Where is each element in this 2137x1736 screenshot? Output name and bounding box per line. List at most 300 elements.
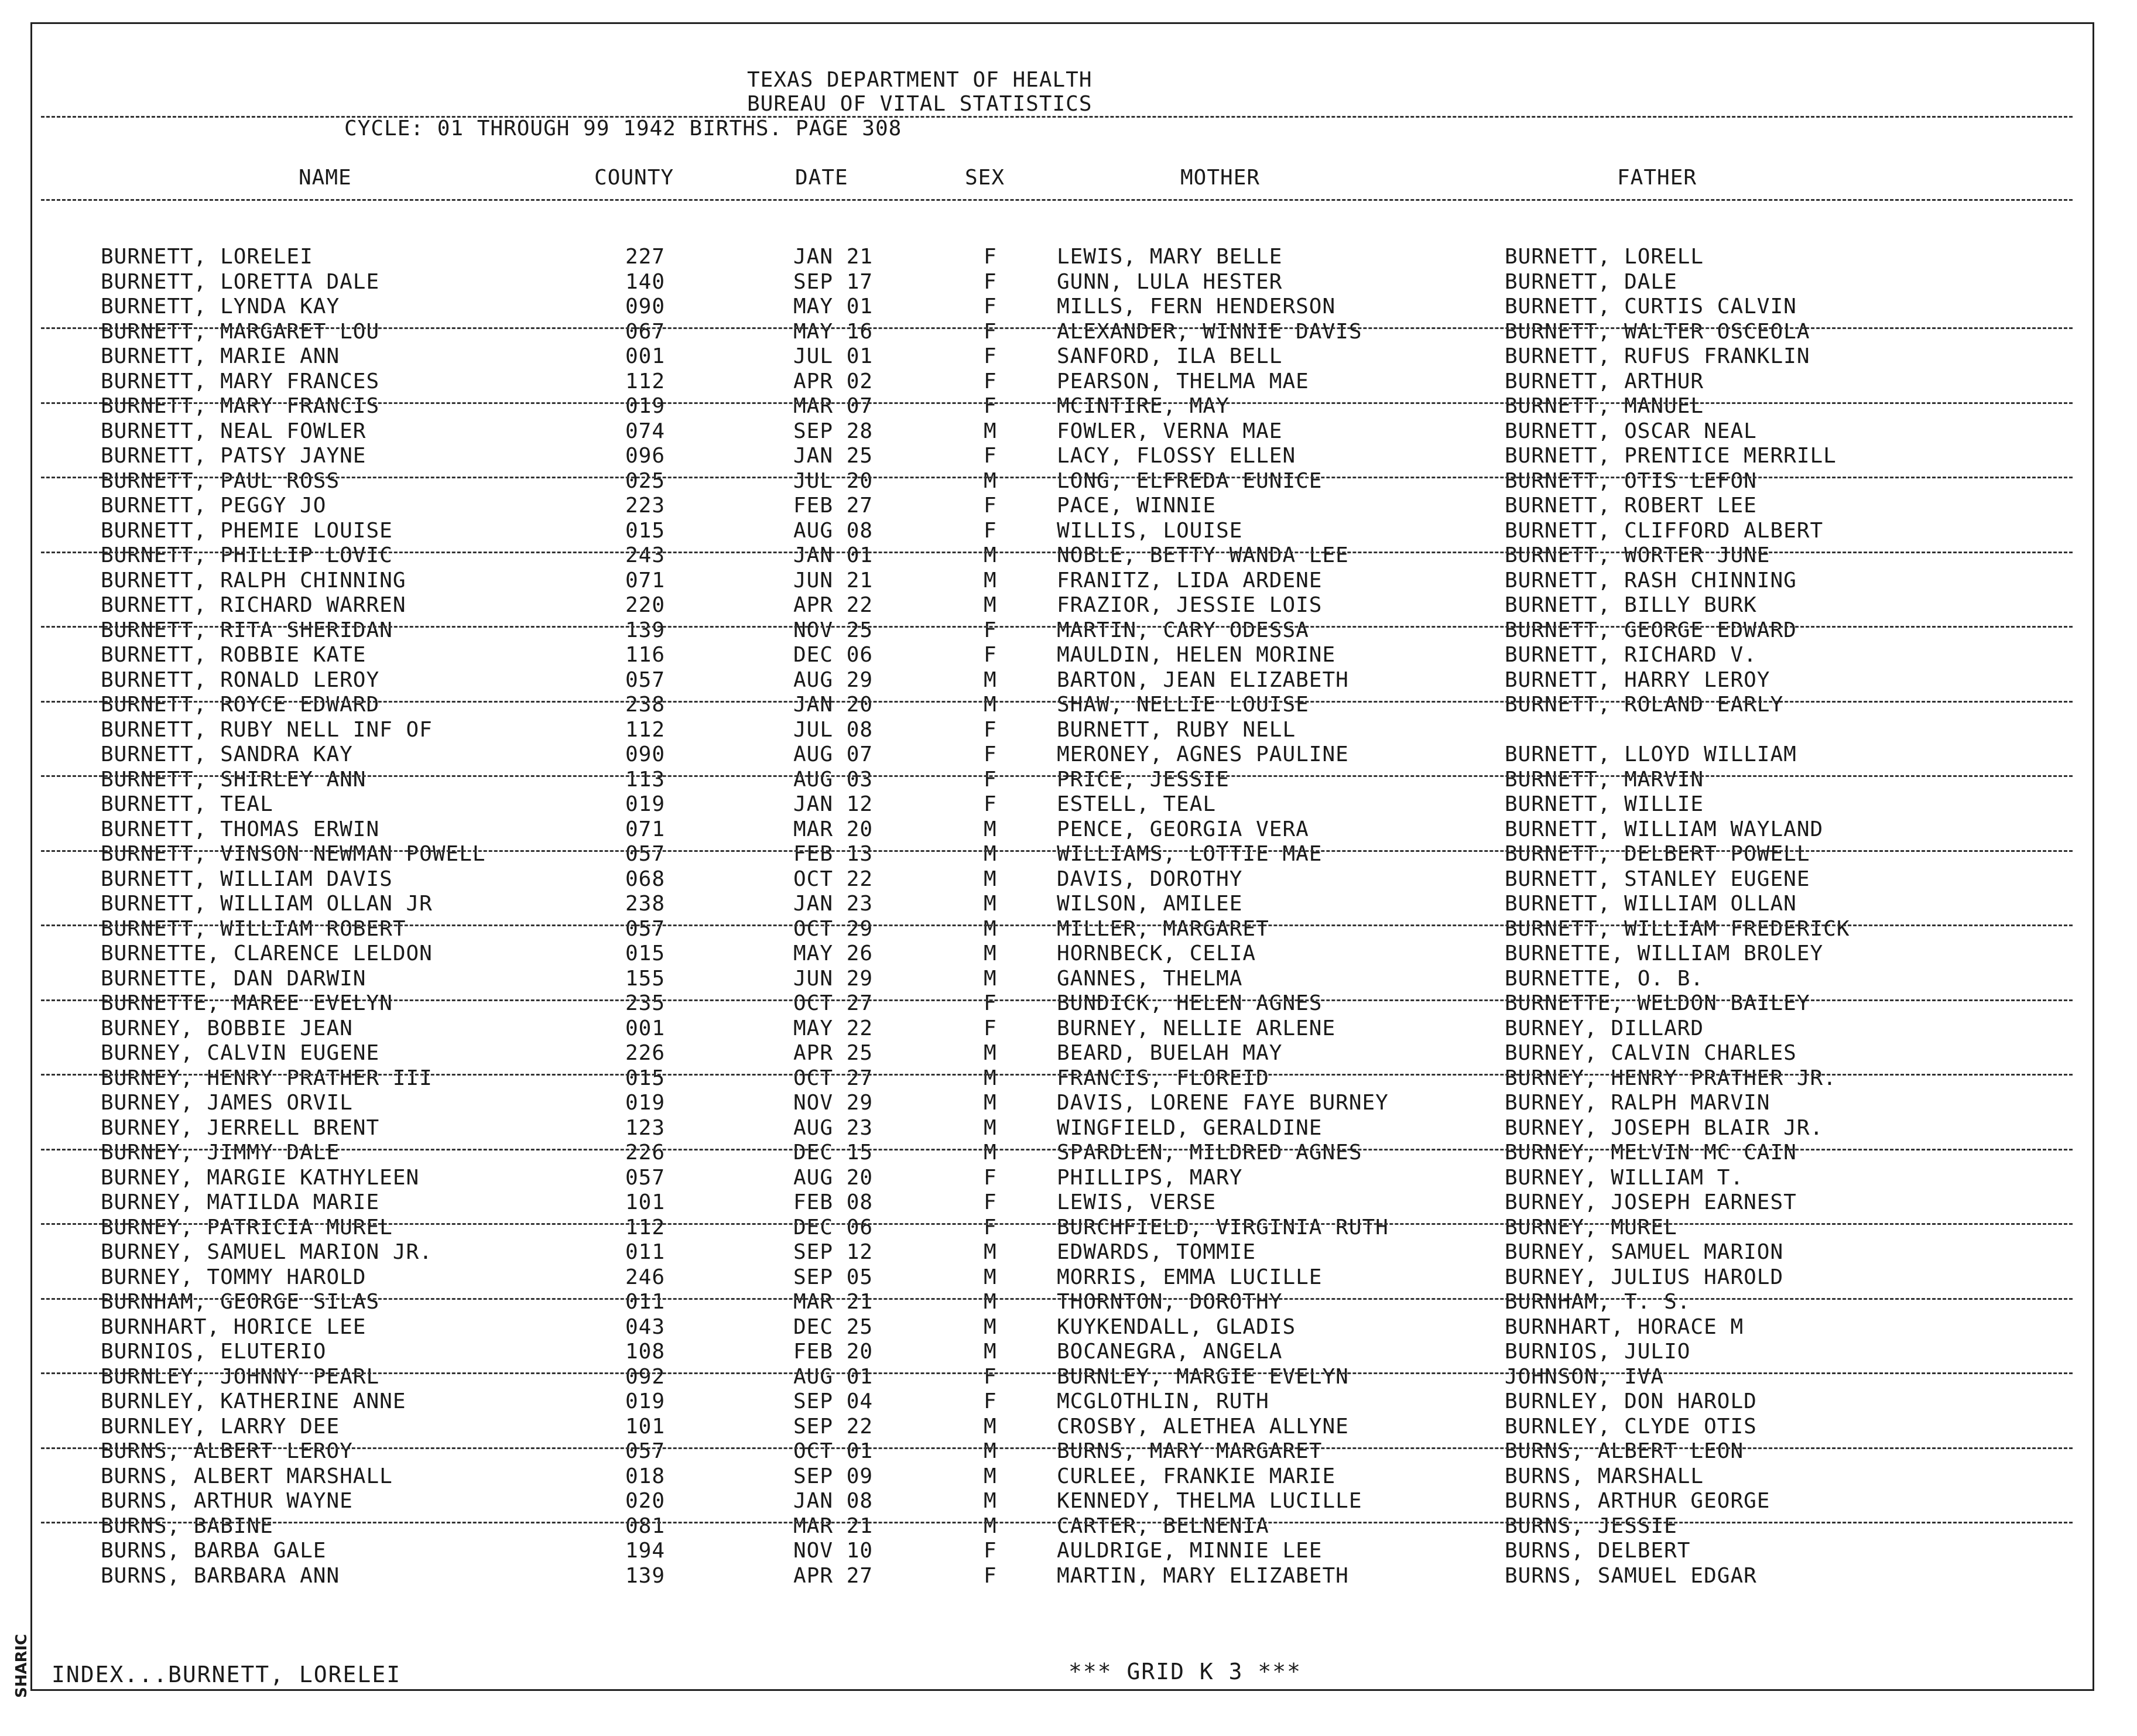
cell-sex: M [984,668,997,692]
cell-county: 057 [625,1439,666,1463]
cell-name: BURNETT, ROBBIE KATE [101,643,367,667]
header-department: TEXAS DEPARTMENT OF HEALTH [747,68,1093,92]
cell-sex: M [984,1240,997,1264]
column-header-name: NAME [299,166,352,190]
cell-father: BURNETT, WILLIAM OLLAN [1505,892,1797,916]
table-row [0,569,2137,593]
table-row [0,444,2137,468]
cell-name: BURNETT, RUBY NELL INF OF [101,718,433,742]
cell-father: BURNETT, WORTER JUNE [1505,543,1770,567]
cell-name: BURNETT, RITA SHERIDAN [101,618,393,642]
cell-date: FEB 20 [793,1340,874,1364]
cell-sex: F [984,643,997,667]
cell-date: MAY 22 [793,1016,874,1040]
cell-date: OCT 27 [793,1066,874,1090]
cell-name: BURNEY, HENRY PRATHER III [101,1066,433,1090]
cell-sex: M [984,693,997,717]
cell-name: BURNETTE, DAN DARWIN [101,967,367,991]
cell-county: 246 [625,1265,666,1289]
table-row [0,941,2137,966]
cell-father: BURNEY, JULIUS HAROLD [1505,1265,1784,1289]
cell-county: 101 [625,1415,666,1439]
row-group-divider [41,775,2073,777]
cell-date: SEP 12 [793,1240,874,1264]
cell-sex: M [984,892,997,916]
cell-name: BURNETT, NEAL FOWLER [101,419,367,443]
table-row [0,1141,2137,1165]
cell-sex: F [984,394,997,418]
row-group-divider [41,402,2073,404]
cell-sex: M [984,967,997,991]
cell-county: 092 [625,1365,666,1389]
cell-father: BURNLEY, CLYDE OTIS [1505,1415,1757,1439]
cell-father: JOHNSON, IVA [1505,1365,1665,1389]
header-bureau: BUREAU OF VITAL STATISTICS [747,92,1093,116]
cell-county: 057 [625,917,666,941]
cell-father: BURNETT, DELBERT POWELL [1505,842,1810,866]
cell-county: 011 [625,1290,666,1314]
cell-name: BURNETT, LORELEI [101,245,313,269]
cell-sex: F [984,270,997,294]
cell-name: BURNETT, LYNDA KAY [101,295,340,319]
table-row [0,1564,2137,1588]
cell-mother: PEARSON, THELMA MAE [1057,369,1309,393]
cell-sex: M [984,1290,997,1314]
table-row [0,1365,2137,1389]
cell-sex: M [984,1340,997,1364]
cell-mother: GUNN, LULA HESTER [1057,270,1283,294]
cell-name: BURNEY, CALVIN EUGENE [101,1041,380,1065]
column-header-father: FATHER [1617,166,1697,190]
cell-name: BURNETT, PHILLIP LOVIC [101,543,393,567]
cell-date: AUG 01 [793,1365,874,1389]
row-group-divider [41,1447,2073,1449]
cell-sex: M [984,543,997,567]
cell-county: 043 [625,1315,666,1339]
cell-name: BURNETT, VINSON NEWMAN POWELL [101,842,486,866]
cell-sex: M [984,867,997,891]
cell-date: JUL 20 [793,469,874,493]
header-cycle-info: CYCLE: 01 THROUGH 99 1942 BIRTHS. PAGE 308 [344,117,902,141]
cell-father: BURNETT, DALE [1505,270,1677,294]
cell-name: BURNEY, TOMMY HAROLD [101,1265,367,1289]
table-row [0,543,2137,568]
table-row [0,867,2137,892]
cell-date: FEB 08 [793,1190,874,1214]
cell-mother: CURLEE, FRANKIE MARIE [1057,1464,1336,1488]
column-header-sex: SEX [965,166,1005,190]
cell-county: 018 [625,1464,666,1488]
row-group-divider [41,999,2073,1001]
cell-county: 015 [625,1066,666,1090]
cell-county: 140 [625,270,666,294]
cell-father: BURNHART, HORACE M [1505,1315,1744,1339]
cell-mother: THORNTON, DOROTHY [1057,1290,1283,1314]
table-row [0,519,2137,543]
cell-sex: F [984,1365,997,1389]
cell-father: BURNETT, GEORGE EDWARD [1505,618,1797,642]
cell-sex: M [984,569,997,593]
side-mark: SHARIC [13,1634,30,1698]
cell-name: BURNETT, WILLIAM DAVIS [101,867,393,891]
cell-name: BURNETT, ROYCE EDWARD [101,693,380,717]
cell-father: BURNLEY, DON HAROLD [1505,1389,1757,1413]
cell-date: JUL 08 [793,718,874,742]
cell-name: BURNETT, SANDRA KAY [101,742,353,766]
cell-sex: F [984,245,997,269]
cell-name: BURNS, BABINE [101,1514,273,1538]
cell-mother: MILLS, FERN HENDERSON [1057,295,1336,319]
cell-name: BURNS, ALBERT LEROY [101,1439,353,1463]
cell-father: BURNS, SAMUEL EDGAR [1505,1564,1757,1588]
table-row [0,792,2137,817]
cell-sex: F [984,718,997,742]
cell-date: JAN 21 [793,245,874,269]
cell-date: JAN 01 [793,543,874,567]
cell-mother: DAVIS, LORENE FAYE BURNEY [1057,1091,1389,1115]
cell-date: DEC 06 [793,1215,874,1239]
cell-county: 194 [625,1539,666,1563]
column-header-mother: MOTHER [1180,166,1261,190]
cell-mother: BURNS, MARY MARGARET [1057,1439,1323,1463]
cell-county: 019 [625,792,666,816]
cell-mother: WINGFIELD, GERALDINE [1057,1116,1323,1140]
cell-mother: SANFORD, ILA BELL [1057,344,1283,368]
cell-name: BURNEY, MARGIE KATHYLEEN [101,1166,420,1190]
cell-date: APR 27 [793,1564,874,1588]
cell-father: BURNEY, CALVIN CHARLES [1505,1041,1797,1065]
cell-name: BURNEY, BOBBIE JEAN [101,1016,353,1040]
cell-county: 238 [625,693,666,717]
row-group-divider [41,1522,2073,1523]
table-row [0,817,2137,842]
cell-county: 226 [625,1141,666,1165]
cell-county: 074 [625,419,666,443]
table-row [0,643,2137,667]
table-row [0,917,2137,941]
cell-sex: M [984,1041,997,1065]
cell-name: BURNETTE, MAREE EVELYN [101,991,393,1015]
table-row [0,593,2137,618]
cell-county: 227 [625,245,666,269]
cell-county: 011 [625,1240,666,1264]
cell-mother: MERONEY, AGNES PAULINE [1057,742,1349,766]
cell-name: BURNEY, JIMMY DALE [101,1141,340,1165]
cell-father: BURNETT, WILLIAM WAYLAND [1505,817,1824,841]
cell-date: APR 22 [793,593,874,617]
cell-father: BURNETT, LLOYD WILLIAM [1505,742,1797,766]
cell-date: MAR 21 [793,1290,874,1314]
cell-sex: F [984,320,997,344]
cell-date: JAN 12 [793,792,874,816]
cell-father: BURNEY, MELVIN MC CAIN [1505,1141,1797,1165]
cell-county: 112 [625,718,666,742]
cell-county: 112 [625,1215,666,1239]
table-row [0,1439,2137,1464]
cell-name: BURNETT, MARY FRANCES [101,369,380,393]
cell-county: 081 [625,1514,666,1538]
cell-name: BURNETT, MARIE ANN [101,344,340,368]
table-row [0,1415,2137,1439]
cell-county: 057 [625,842,666,866]
row-group-divider [41,850,2073,852]
cell-sex: F [984,1539,997,1563]
cell-name: BURNIOS, ELUTERIO [101,1340,327,1364]
cell-mother: KUYKENDALL, GLADIS [1057,1315,1296,1339]
cell-father: BURNEY, JOSEPH BLAIR JR. [1505,1116,1824,1140]
cell-date: JAN 20 [793,693,874,717]
cell-mother: SHAW, NELLIE LOUISE [1057,693,1309,717]
cell-mother: MARTIN, MARY ELIZABETH [1057,1564,1349,1588]
cell-county: 068 [625,867,666,891]
cell-county: 155 [625,967,666,991]
cell-date: MAY 26 [793,941,874,965]
cell-sex: F [984,1564,997,1588]
cell-name: BURNETT, THOMAS ERWIN [101,817,380,841]
cell-name: BURNETT, RICHARD WARREN [101,593,406,617]
table-row [0,320,2137,344]
cell-mother: FRAZIOR, JESSIE LOIS [1057,593,1323,617]
cell-sex: F [984,1190,997,1214]
cell-mother: LACY, FLOSSY ELLEN [1057,444,1296,468]
cell-father: BURNS, ARTHUR GEORGE [1505,1489,1770,1513]
cell-name: BURNLEY, KATHERINE ANNE [101,1389,406,1413]
table-row [0,1066,2137,1091]
cell-mother: PHILLIPS, MARY [1057,1166,1243,1190]
cell-name: BURNHAM, GEORGE SILAS [101,1290,380,1314]
table-row [0,469,2137,494]
cell-father: BURNETT, CURTIS CALVIN [1505,295,1797,319]
cell-sex: M [984,817,997,841]
cell-date: NOV 25 [793,618,874,642]
cell-date: AUG 23 [793,1116,874,1140]
row-group-divider [41,327,2073,329]
cell-name: BURNETT, WILLIAM ROBERT [101,917,406,941]
cell-father: BURNIOS, JULIO [1505,1340,1691,1364]
cell-father: BURNETT, HARRY LEROY [1505,668,1770,692]
cell-mother: GANNES, THELMA [1057,967,1243,991]
row-group-divider [41,1223,2073,1225]
cell-mother: FOWLER, VERNA MAE [1057,419,1283,443]
cell-date: MAR 21 [793,1514,874,1538]
cell-father: BURNETT, STANLEY EUGENE [1505,867,1810,891]
column-header-date: DATE [795,166,848,190]
cell-sex: F [984,1215,997,1239]
table-row [0,842,2137,867]
cell-county: 071 [625,817,666,841]
cell-mother: EDWARDS, TOMMIE [1057,1240,1256,1264]
cell-name: BURNEY, SAMUEL MARION JR. [101,1240,433,1264]
cell-sex: F [984,618,997,642]
cell-mother: ALEXANDER, WINNIE DAVIS [1057,320,1362,344]
cell-date: AUG 08 [793,519,874,543]
cell-mother: PRICE, JESSIE [1057,768,1230,792]
cell-sex: F [984,444,997,468]
cell-date: JUN 21 [793,569,874,593]
cell-date: DEC 06 [793,643,874,667]
cell-father: BURNEY, DILLARD [1505,1016,1704,1040]
cell-father: BURNS, ALBERT LEON [1505,1439,1744,1463]
cell-sex: F [984,519,997,543]
cell-date: OCT 27 [793,991,874,1015]
cell-father: BURNETT, CLIFFORD ALBERT [1505,519,1824,543]
cell-father: BURNETT, RASH CHINNING [1505,569,1797,593]
cell-mother: MORRIS, EMMA LUCILLE [1057,1265,1323,1289]
cell-date: JAN 25 [793,444,874,468]
table-row [0,1166,2137,1190]
cell-father: BURNETT, OSCAR NEAL [1505,419,1757,443]
table-row [0,419,2137,444]
cell-mother: MCGLOTHLIN, RUTH [1057,1389,1269,1413]
cell-sex: F [984,1016,997,1040]
table-row [0,1539,2137,1563]
cell-mother: BURNETT, RUBY NELL [1057,718,1296,742]
cell-sex: M [984,1315,997,1339]
cell-father: BURNETT, LORELL [1505,245,1704,269]
table-row [0,1315,2137,1340]
table-row [0,693,2137,717]
cell-name: BURNS, ALBERT MARSHALL [101,1464,393,1488]
cell-sex: F [984,369,997,393]
cell-name: BURNETT, MARY FRANCIS [101,394,380,418]
cell-county: 113 [625,768,666,792]
cell-name: BURNETT, SHIRLEY ANN [101,768,367,792]
cell-father: BURNS, MARSHALL [1505,1464,1704,1488]
cell-mother: DAVIS, DOROTHY [1057,867,1243,891]
cell-father: BURNS, JESSIE [1505,1514,1677,1538]
cell-name: BURNETT, WILLIAM OLLAN JR [101,892,433,916]
cell-county: 220 [625,593,666,617]
cell-father: BURNETT, ROBERT LEE [1505,494,1757,518]
cell-sex: M [984,593,997,617]
cell-county: 096 [625,444,666,468]
cell-date: SEP 09 [793,1464,874,1488]
cell-sex: F [984,991,997,1015]
cell-sex: M [984,917,997,941]
table-row [0,1215,2137,1240]
cell-county: 015 [625,519,666,543]
row-group-divider [41,1372,2073,1374]
table-row [0,1514,2137,1539]
cell-father: BURNETT, RICHARD V. [1505,643,1757,667]
cell-date: AUG 29 [793,668,874,692]
cell-father: BURNEY, HENRY PRATHER JR. [1505,1066,1837,1090]
cell-county: 071 [625,569,666,593]
cell-sex: M [984,1091,997,1115]
cell-mother: BOCANEGRA, ANGELA [1057,1340,1283,1364]
cell-sex: F [984,344,997,368]
cell-date: JUL 01 [793,344,874,368]
row-group-divider [41,477,2073,478]
cell-county: 112 [625,369,666,393]
cell-mother: HORNBECK, CELIA [1057,941,1256,965]
cell-name: BURNEY, JAMES ORVIL [101,1091,353,1115]
cell-county: 243 [625,543,666,567]
cell-date: OCT 29 [793,917,874,941]
cell-father: BURNETT, PRENTICE MERRILL [1505,444,1837,468]
cell-name: BURNS, BARBA GALE [101,1539,327,1563]
cell-father: BURNETTE, O. B. [1505,967,1704,991]
cell-sex: M [984,1464,997,1488]
cell-sex: F [984,1389,997,1413]
table-row [0,1190,2137,1215]
cell-mother: BURNLEY, MARGIE EVELYN [1057,1365,1349,1389]
column-header-county: COUNTY [594,166,674,190]
cell-date: FEB 13 [793,842,874,866]
cell-mother: LEWIS, VERSE [1057,1190,1217,1214]
cell-father: BURNETT, ARTHUR [1505,369,1704,393]
cell-mother: PENCE, GEORGIA VERA [1057,817,1309,841]
cell-sex: F [984,494,997,518]
cell-county: 226 [625,1041,666,1065]
cell-mother: BEARD, BUELAH MAY [1057,1041,1283,1065]
cell-county: 139 [625,618,666,642]
table-row [0,768,2137,792]
cell-county: 057 [625,668,666,692]
cell-date: JUN 29 [793,967,874,991]
table-row [0,1091,2137,1115]
cell-mother: AULDRIGE, MINNIE LEE [1057,1539,1323,1563]
cell-date: MAY 16 [793,320,874,344]
cell-county: 025 [625,469,666,493]
cell-name: BURNS, ARTHUR WAYNE [101,1489,353,1513]
cell-sex: M [984,1514,997,1538]
cell-date: SEP 28 [793,419,874,443]
table-row [0,1489,2137,1514]
table-row [0,270,2137,295]
cell-date: DEC 15 [793,1141,874,1165]
cell-father: BURNETTE, WILLIAM BROLEY [1505,941,1824,965]
cell-date: MAR 20 [793,817,874,841]
cell-mother: CROSBY, ALETHEA ALLYNE [1057,1415,1349,1439]
cell-county: 019 [625,1091,666,1115]
cell-sex: M [984,1066,997,1090]
table-row [0,967,2137,991]
row-group-divider [41,1149,2073,1151]
footer-index: INDEX...BURNETT, LORELEI [52,1662,402,1687]
cell-date: SEP 05 [793,1265,874,1289]
table-row [0,1340,2137,1364]
cell-mother: WILLIS, LOUISE [1057,519,1243,543]
cell-date: DEC 25 [793,1315,874,1339]
cell-county: 116 [625,643,666,667]
cell-name: BURNETT, PEGGY JO [101,494,327,518]
table-row [0,394,2137,419]
cell-sex: M [984,1141,997,1165]
cell-father: BURNETT, WILLIE [1505,792,1704,816]
row-group-divider [41,925,2073,926]
cell-county: 067 [625,320,666,344]
cell-mother: WILLIAMS, LOTTIE MAE [1057,842,1323,866]
cell-date: SEP 17 [793,270,874,294]
cell-name: BURNETT, LORETTA DALE [101,270,380,294]
cell-date: APR 25 [793,1041,874,1065]
row-group-divider [41,552,2073,553]
column-header-divider [41,199,2073,201]
cell-mother: KENNEDY, THELMA LUCILLE [1057,1489,1362,1513]
cell-mother: MILLER, MARGARET [1057,917,1269,941]
cell-father: BURNETTE, WELDON BAILEY [1505,991,1810,1015]
table-row [0,295,2137,319]
cell-mother: MARTIN, CARY ODESSA [1057,618,1309,642]
cell-mother: BURNEY, NELLIE ARLENE [1057,1016,1336,1040]
table-row [0,892,2137,916]
cell-name: BURNETT, MARGARET LOU [101,320,380,344]
cell-county: 020 [625,1489,666,1513]
table-row [0,1290,2137,1314]
cell-name: BURNLEY, JOHNNY PEARL [101,1365,380,1389]
table-row [0,1016,2137,1041]
